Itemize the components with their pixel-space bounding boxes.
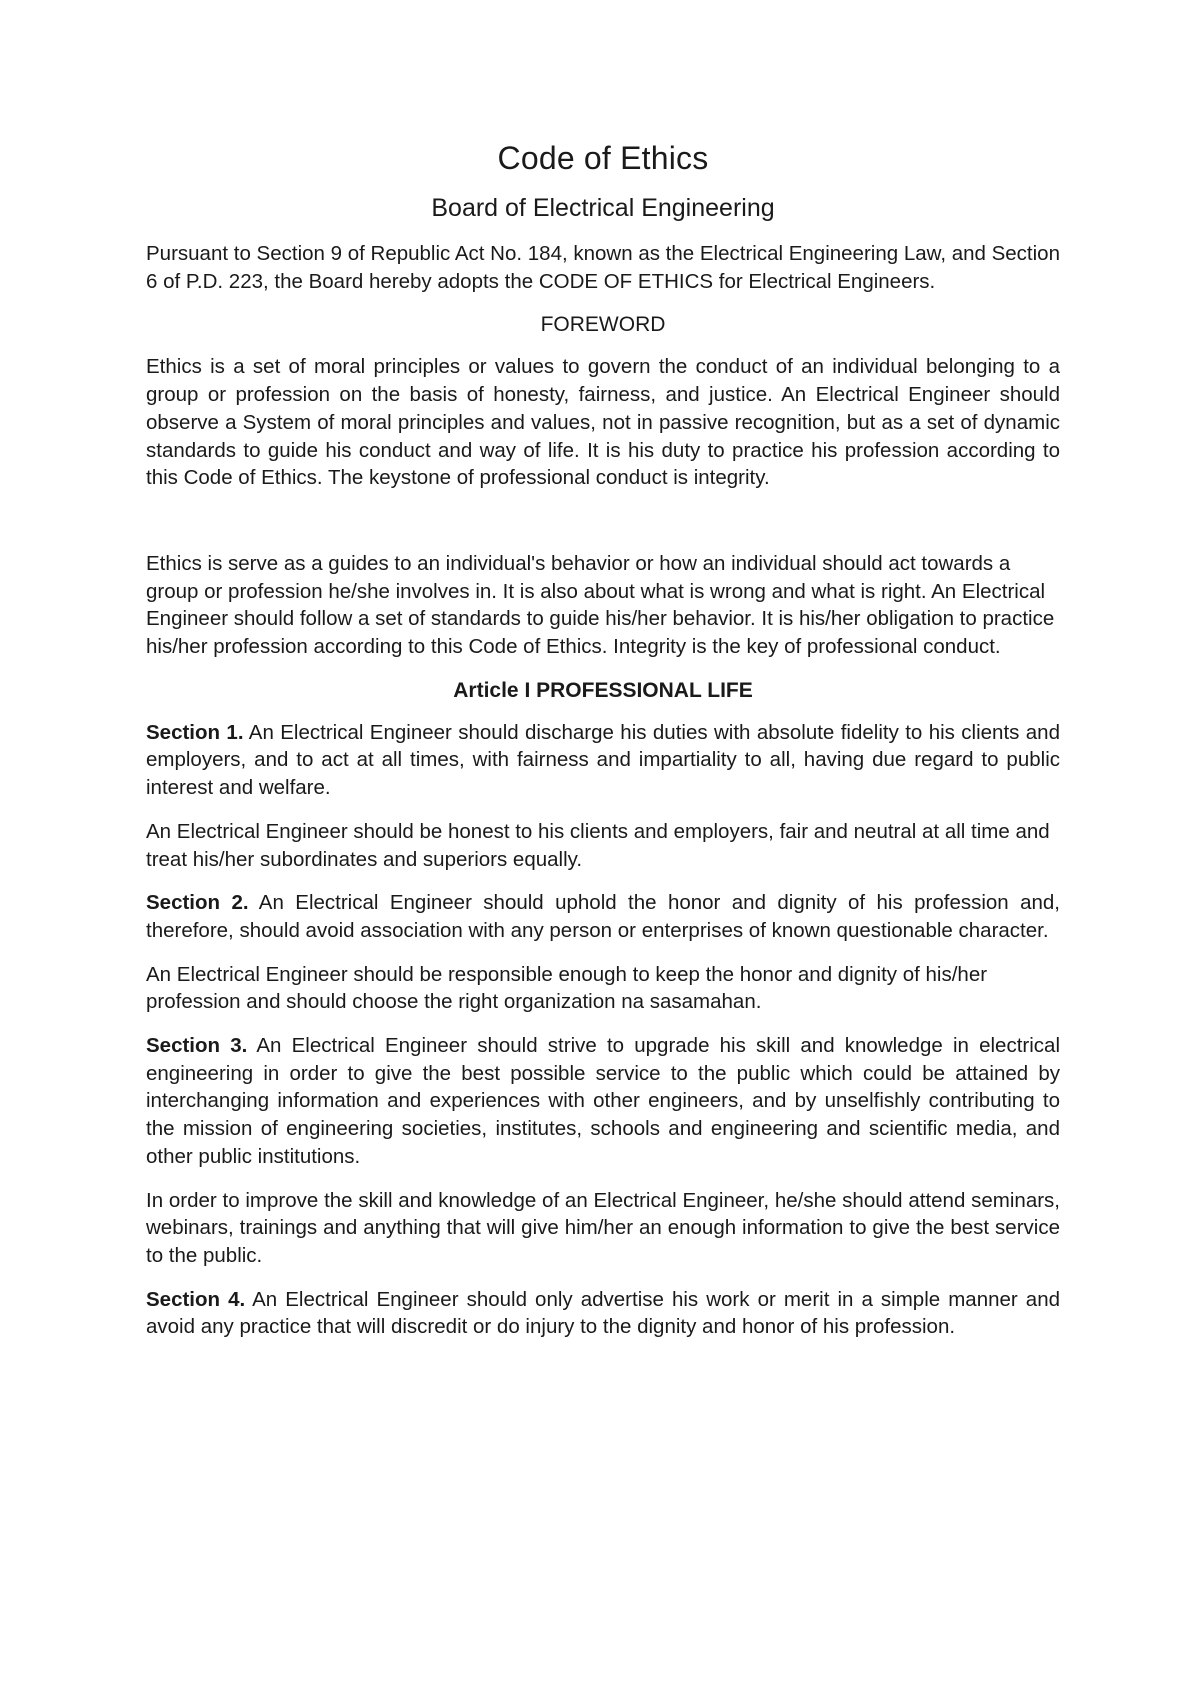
section-1-paragraph bbox=[146, 719, 1060, 802]
document-subtitle: Board of Electrical Engineering bbox=[431, 194, 775, 222]
section-2-label: Section 2. bbox=[146, 891, 249, 915]
section-2-paragraph bbox=[146, 889, 1060, 944]
section-1-text: An Electrical Engineer should discharge his duties with absolute fidelity to his clients and employers, and to act at all times, with fairness and impartiality to all, having due regard to public interest and welfare. bbox=[146, 720, 1060, 800]
section-1-label: Section 1. bbox=[146, 720, 244, 744]
section-4-label: Section 4. bbox=[146, 1287, 246, 1311]
document-title: Code of Ethics bbox=[497, 140, 709, 176]
foreword-heading: FOREWORD bbox=[540, 313, 666, 337]
section-1-commentary: An Electrical Engineer should be honest to his clients and employers, fair and neutral at all time and treat his/her subordinates and superiors equally. bbox=[146, 819, 1050, 871]
document-page bbox=[146, 138, 1060, 1357]
section-2-commentary: An Electrical Engineer should be responsible enough to keep the honor and dignity of his/her profession and should choose the right organization na sasamahan. bbox=[146, 962, 988, 1014]
section-4-paragraph bbox=[146, 1286, 1060, 1341]
section-3-paragraph bbox=[146, 1032, 1060, 1171]
article-1-heading: Article I PROFESSIONAL LIFE bbox=[453, 678, 753, 702]
section-4-text: An Electrical Engineer should only advertise his work or merit in a simple manner and avoid any practice that will discredit or do injury to the dignity and honor of his profession. bbox=[146, 1287, 1060, 1339]
foreword-paragraph-1: Ethics is a set of moral principles or values to govern the conduct of an individual belonging to a group or profession on the basis of honesty, fairness, and justice. An Electrical Engineer should observe a System of moral principles and values, not in passive recognition, but as a set of dynamic standards to guide his conduct and way of life. It is his duty to practice his profession according to this Code of Ethics. The keystone of professional conduct is integrity. bbox=[146, 355, 1060, 490]
intro-paragraph: Pursuant to Section 9 of Republic Act No. 184, known as the Electrical Engineering Law, and Section 6 of P.D. 223, the Board hereby adopts the CODE OF ETHICS for Electrical Engineers. bbox=[146, 242, 1060, 293]
section-2-text: An Electrical Engineer should uphold the honor and dignity of his profession and, therefore, should avoid association with any person or enterprises of known questionable character. bbox=[146, 891, 1060, 942]
section-3-text: An Electrical Engineer should strive to upgrade his skill and knowledge in electrical engineering in order to give the best possible service to the public which could be attained by interchanging information and experiences with other engineers, and by unselfishly contributing to the mission of engineering societies, institutes, schools and engineering and scientific media, and other public institutions. bbox=[146, 1034, 1060, 1168]
section-3-commentary: In order to improve the skill and knowledge of an Electrical Engineer, he/she should attend seminars, webinars, trainings and anything that will give him/her an enough information to give the best service to the public. bbox=[146, 1188, 1060, 1267]
foreword-paragraph-2: Ethics is serve as a guides to an individual's behavior or how an individual should act towards a group or profession he/she involves in. It is also about what is wrong and what is right. An Electrical Engineer should follow a set of standards to guide his/her behavior. It is his/her obligation to practice his/her profession according to this Code of Ethics. Integrity is the key of professional conduct. bbox=[146, 551, 1055, 659]
section-3-label: Section 3. bbox=[146, 1034, 248, 1058]
